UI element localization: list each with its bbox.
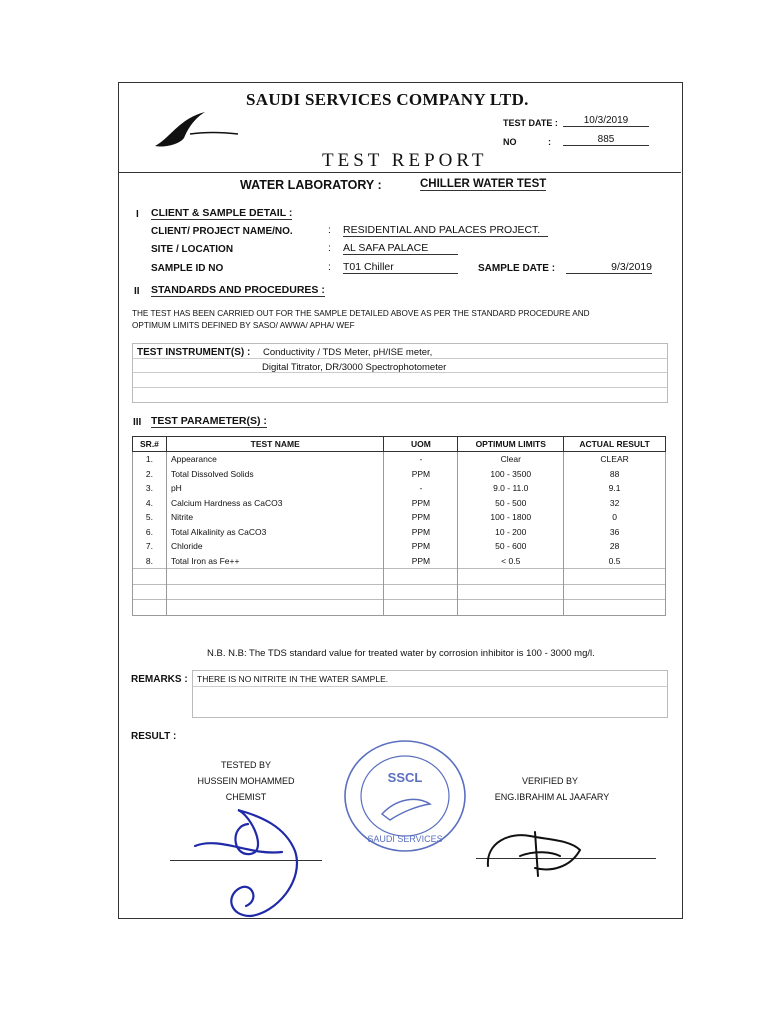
section1-title: CLIENT & SAMPLE DETAIL :: [151, 207, 293, 219]
header-actual-result: ACTUAL RESULT: [564, 437, 666, 452]
table-row: [133, 481, 666, 496]
sample-date-label: SAMPLE DATE :: [478, 263, 556, 274]
cell-limits: < 0.5: [458, 554, 564, 569]
table-row: [133, 525, 666, 540]
tester-signature-icon: [190, 796, 320, 926]
table-row-empty: [133, 584, 666, 600]
company-name: SAUDI SERVICES COMPANY LTD.: [246, 90, 529, 109]
verifier-signature-icon: [480, 822, 590, 882]
cell-limits: 50 - 600: [458, 539, 564, 554]
cell-uom: -: [384, 452, 458, 467]
site-sep: :: [328, 242, 331, 254]
table-row: [133, 467, 666, 482]
cell-result: 28: [564, 539, 666, 554]
remarks-label: REMARKS :: [131, 674, 188, 685]
verifier-name: ENG.IBRAHIM AL JAAFARY: [494, 792, 610, 802]
section3-title: TEST PARAMETER(S) :: [151, 415, 267, 427]
table-row: [133, 539, 666, 554]
table-row-empty: [133, 600, 666, 616]
sample-id-value: T01 Chiller: [343, 261, 458, 274]
cell-sr: 3.: [133, 481, 167, 496]
cell-uom: -: [384, 481, 458, 496]
cell-limits: 100 - 1800: [458, 510, 564, 525]
cell-result: CLEAR: [564, 452, 666, 467]
cell-test-name: Total Alkalinity as CaCO3: [166, 525, 384, 540]
project-label: CLIENT/ PROJECT NAME/NO.: [151, 226, 293, 237]
cell-result: 0.5: [564, 554, 666, 569]
no-value: 885: [563, 134, 649, 146]
sample-id-label: SAMPLE ID NO: [151, 263, 224, 274]
cell-test-name: Total Dissolved Solids: [166, 467, 384, 482]
no-label: NO: [503, 137, 517, 147]
tested-by-label: TESTED BY: [220, 760, 271, 770]
company-stamp-icon: [342, 738, 468, 854]
standards-text-1: THE TEST HAS BEEN CARRIED OUT FOR THE SAMPLE DETAILED ABOVE AS PER THE STANDARD PROCEDURE AND: [132, 309, 590, 318]
cell-test-name: Nitrite: [166, 510, 384, 525]
svg-text:SAUDI SERVICES: SAUDI SERVICES: [367, 834, 443, 844]
header-uom: UOM: [384, 437, 458, 452]
standards-text-2: OPTIMUM LIMITS DEFINED BY SASO/ AWWA/ APHA/ WEF: [132, 321, 355, 330]
cell-uom: PPM: [384, 539, 458, 554]
section1-number: I: [136, 209, 139, 220]
cell-test-name: Total Iron as Fe++: [166, 554, 384, 569]
cell-result: 0: [564, 510, 666, 525]
cell-limits: 9.0 - 11.0: [458, 481, 564, 496]
cell-sr: 6.: [133, 525, 167, 540]
result-label: RESULT :: [131, 731, 177, 742]
parameters-table: [132, 436, 666, 616]
test-date-value: 10/3/2019: [563, 115, 649, 127]
cell-limits: 10 - 200: [458, 525, 564, 540]
instrument-line-1: Conductivity / TDS Meter, pH/ISE meter,: [263, 347, 433, 358]
cell-sr: 1.: [133, 452, 167, 467]
tester-name: HUSSEIN MOHAMMED: [197, 776, 295, 786]
cell-sr: 7.: [133, 539, 167, 554]
company-logo-icon: [150, 108, 240, 150]
tester-title: CHEMIST: [225, 792, 267, 802]
project-value: RESIDENTIAL AND PALACES PROJECT.: [343, 224, 548, 237]
section3-number: III: [133, 417, 142, 428]
cell-result: 36: [564, 525, 666, 540]
report-title: TEST REPORT: [322, 150, 488, 171]
section2-number: II: [134, 286, 140, 297]
test-date-label: TEST DATE :: [503, 118, 558, 128]
cell-uom: PPM: [384, 525, 458, 540]
cell-result: 88: [564, 467, 666, 482]
instrument-line-2: Digital Titrator, DR/3000 Spectrophotometer: [262, 362, 447, 373]
cell-sr: 5.: [133, 510, 167, 525]
site-value: AL SAFA PALACE: [343, 242, 458, 255]
cell-result: 32: [564, 496, 666, 511]
cell-test-name: Calcium Hardness as CaCO3: [166, 496, 384, 511]
table-row: [133, 496, 666, 511]
table-row: [133, 452, 666, 467]
cell-test-name: Chloride: [166, 539, 384, 554]
cell-sr: 2.: [133, 467, 167, 482]
verified-by-label: VERIFIED BY: [521, 776, 578, 786]
cell-uom: PPM: [384, 496, 458, 511]
cell-uom: PPM: [384, 554, 458, 569]
no-separator: :: [548, 137, 551, 147]
nb-note: N.B. N.B: The TDS standard value for treated water by corrosion inhibitor is 100 - 3000 mg/l.: [207, 648, 595, 659]
project-sep: :: [328, 224, 331, 236]
sample-id-sep: :: [328, 261, 331, 273]
instrument-label: TEST INSTRUMENT(S) :: [137, 347, 251, 358]
cell-test-name: pH: [166, 481, 384, 496]
header-optimum-limits: OPTIMUM LIMITS: [458, 437, 564, 452]
site-label: SITE / LOCATION: [151, 244, 234, 255]
lab-subtitle: CHILLER WATER TEST: [420, 178, 547, 190]
lab-title: WATER LABORATORY :: [240, 178, 382, 192]
cell-test-name: Appearance: [166, 452, 384, 467]
cell-uom: PPM: [384, 510, 458, 525]
table-row-empty: [133, 569, 666, 585]
svg-text:SSCL: SSCL: [387, 770, 423, 785]
table-row: [133, 554, 666, 569]
table-row: [133, 510, 666, 525]
cell-limits: 50 - 500: [458, 496, 564, 511]
cell-uom: PPM: [384, 467, 458, 482]
cell-sr: 8.: [133, 554, 167, 569]
section2-title: STANDARDS AND PROCEDURES :: [151, 284, 325, 296]
remarks-text: THERE IS NO NITRITE IN THE WATER SAMPLE.: [197, 674, 389, 684]
cell-result: 9.1: [564, 481, 666, 496]
cell-limits: Clear: [458, 452, 564, 467]
table-header-row: [133, 437, 666, 452]
cell-limits: 100 - 3500: [458, 467, 564, 482]
header-test-name: TEST NAME: [166, 437, 384, 452]
header-sr: SR.#: [133, 437, 167, 452]
sample-date-value: 9/3/2019: [566, 261, 652, 274]
cell-sr: 4.: [133, 496, 167, 511]
